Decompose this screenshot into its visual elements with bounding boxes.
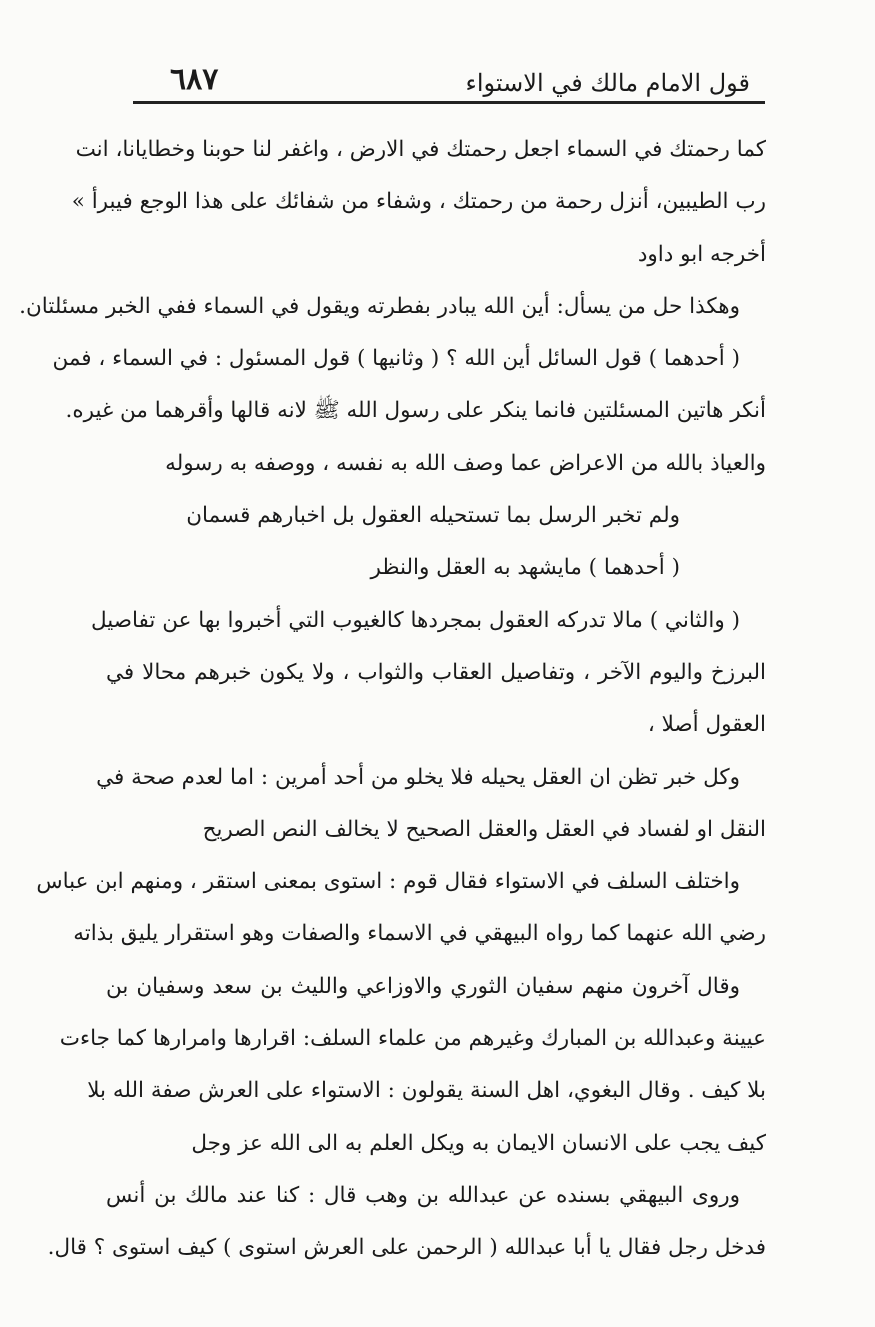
text-line: رضي الله عنهما كما رواه البيهقي في الاسماء والصفات وهو استقرار يليق بذاته xyxy=(73,921,766,947)
text-line: واختلف السلف في الاستواء فقال قوم : استوى بمعنى استقر ، ومنهم ابن عباس xyxy=(36,869,740,895)
text-line: كيف يجب على الانسان الايمان به ويكل العلم به الى الله عز وجل xyxy=(191,1130,766,1156)
text-line: ( والثاني ) مالا تدركه العقول بمجردها كالغيوب التي أخبروا بها عن تفاصيل xyxy=(90,607,740,633)
text-line: عيينة وعبدالله بن المبارك وغيرهم من علماء السلف: اقرارها وامرارها كما جاءت xyxy=(59,1026,766,1052)
text-line: وروى البيهقي بسنده عن عبدالله بن وهب قال : كنا عند مالك بن أنس xyxy=(106,1182,740,1208)
text-line: كما رحمتك في السماء اجعل رحمتك في الارض ، واغفر لنا حوبنا وخطايانا، انت xyxy=(75,137,766,162)
text-line: البرزخ واليوم الآخر ، وتفاصيل العقاب والثواب ، ولا يكون خبرهم محالا في xyxy=(106,659,766,685)
text-line: أخرجه ابو داود xyxy=(637,241,766,267)
page-number: ٦٨٧ xyxy=(170,62,219,97)
page-header xyxy=(130,60,766,102)
text-line: وكل خبر تظن ان العقل يحيله فلا يخلو من أحد أمرين : اما لعدم صحة في xyxy=(96,764,740,790)
text-line: ( أحدهما ) مايشهد به العقل والنظر xyxy=(370,555,680,581)
text-line: العقول أصلا ، xyxy=(647,712,766,738)
text-line: وهكذا حل من يسأل: أين الله يبادر بفطرته ويقول في السماء ففي الخبر مسئلتان. xyxy=(19,293,740,319)
text-line: أنكر هاتين المسئلتين فانما ينكر على رسول الله ﷺ لانه قالها وأقرهما من غيره. xyxy=(65,398,766,424)
body-text xyxy=(19,124,766,1275)
text-line: ( أحدهما ) قول السائل أين الله ؟ ( وثانيها ) قول المسئول : في السماء ، فمن xyxy=(52,346,740,372)
text-line: ولم تخبر الرسل بما تستحيله العقول بل اخبارهم قسمان xyxy=(186,503,680,529)
text-line: والعياذ بالله من الاعراض عما وصف الله به نفسه ، ووصفه به رسوله xyxy=(165,450,766,476)
running-title: قول الامام مالك في الاستواء xyxy=(465,69,750,97)
text-line: فدخل رجل فقال يا أبا عبدالله ( الرحمن على العرش استوى ) كيف استوى ؟ قال. xyxy=(47,1235,766,1261)
text-line: وقال آخرون منهم سفيان الثوري والاوزاعي والليث بن سعد وسفيان بن xyxy=(106,973,740,999)
text-line: النقل او لفساد في العقل والعقل الصحيح لا يخالف النص الصريح xyxy=(202,816,766,842)
header-rule xyxy=(133,101,765,104)
text-line: رب الطيبين، أنزل رحمة من رحمتك ، وشفاء من شفائك على هذا الوجع فيبرأ » xyxy=(71,189,766,215)
text-line: بلا كيف . وقال البغوي، اهل السنة يقولون : الاستواء على العرش صفة الله بلا xyxy=(87,1078,766,1104)
